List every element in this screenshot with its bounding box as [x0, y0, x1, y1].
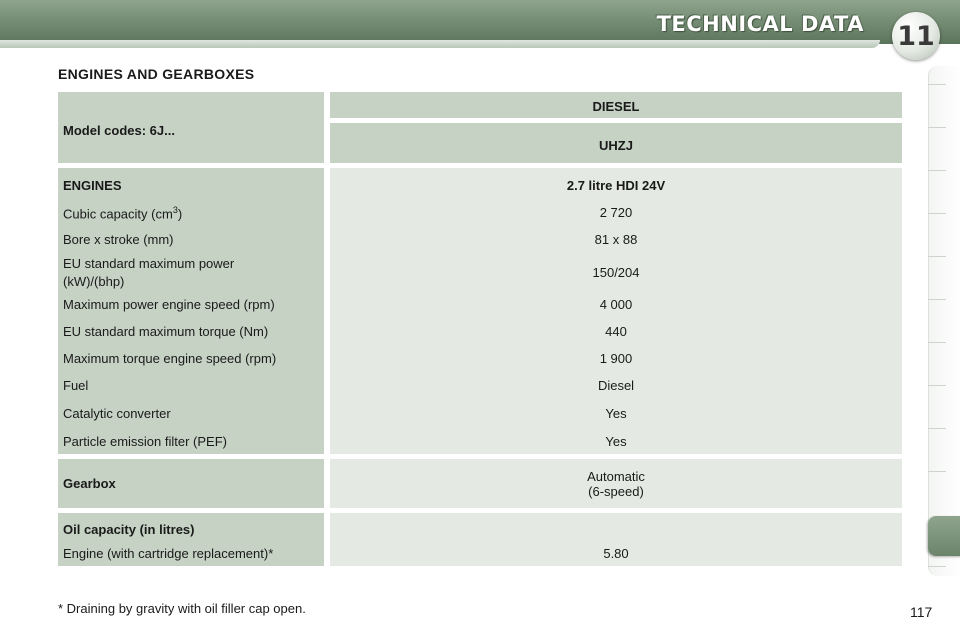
oil-engine-value: 5.80: [603, 546, 629, 561]
row-label-max-torque-speed: Maximum torque engine speed (rpm): [63, 351, 277, 366]
engine-name: 2.7 litre HDI 24V: [566, 178, 666, 193]
tab-divider: [928, 342, 946, 343]
row-label-bore-stroke: Bore x stroke (mm): [63, 232, 174, 247]
row-label-particle-filter: Particle emission filter (PEF): [63, 434, 227, 449]
tab-divider: [928, 127, 946, 128]
tab-divider: [928, 213, 946, 214]
row-label-catalytic-converter: Catalytic converter: [63, 406, 171, 421]
row-value-cubic-capacity: 2 720: [599, 205, 633, 220]
oil-capacity-label: Oil capacity (in litres): [63, 522, 195, 537]
engines-label: ENGINES: [63, 178, 122, 193]
page-number: 117: [910, 604, 933, 620]
row-value-max-power: 150/204: [592, 265, 640, 280]
footnote: * Draining by gravity with oil filler cap open.: [58, 601, 306, 616]
engine-code-header: UHZJ: [599, 138, 633, 153]
row-label-max-torque: EU standard maximum torque (Nm): [63, 324, 269, 339]
row-label-max-power-line2: (kW)/(bhp): [63, 274, 125, 289]
tab-divider: [928, 385, 946, 386]
tab-divider: [928, 428, 946, 429]
row-label-max-power-speed: Maximum power engine speed (rpm): [63, 297, 275, 312]
header-title: TECHNICAL DATA: [656, 12, 864, 36]
superscript-3: 3: [172, 205, 178, 215]
oil-engine-label: Engine (with cartridge replacement)*: [63, 546, 274, 561]
tab-divider: [928, 566, 946, 567]
row-value-max-power-speed: 4 000: [599, 297, 633, 312]
row-value-max-torque: 440: [605, 324, 627, 339]
row-label-max-power-line1: EU standard maximum power: [63, 256, 235, 271]
gearbox-label: Gearbox: [63, 476, 116, 491]
gearbox-value-line2: (6-speed): [588, 484, 644, 499]
gearbox-value-line1: Automatic: [587, 469, 645, 484]
tab-divider: [928, 170, 946, 171]
row-label-fuel: Fuel: [63, 378, 89, 393]
chapter-badge: 11: [892, 12, 940, 60]
section-title: ENGINES AND GEARBOXES: [58, 66, 255, 82]
header-swoosh: [0, 40, 880, 48]
fuel-type-header: DIESEL: [592, 99, 640, 114]
row-value-bore-stroke: 81 x 88: [594, 232, 638, 247]
tab-divider: [928, 84, 946, 85]
row-value-fuel: Diesel: [597, 378, 635, 393]
active-chapter-tab: [928, 516, 960, 556]
row-value-particle-filter: Yes: [605, 434, 627, 449]
tab-divider: [928, 299, 946, 300]
tab-divider: [928, 256, 946, 257]
row-value-catalytic-converter: Yes: [605, 406, 627, 421]
tab-divider: [928, 471, 946, 472]
row-label-cubic-capacity: Cubic capacity $(cm^3)$: [63, 205, 183, 222]
chapter-tab-strip: [928, 66, 960, 576]
row-value-max-torque-speed: 1 900: [599, 351, 633, 366]
model-codes-label: Model codes: 6J...: [63, 123, 175, 138]
